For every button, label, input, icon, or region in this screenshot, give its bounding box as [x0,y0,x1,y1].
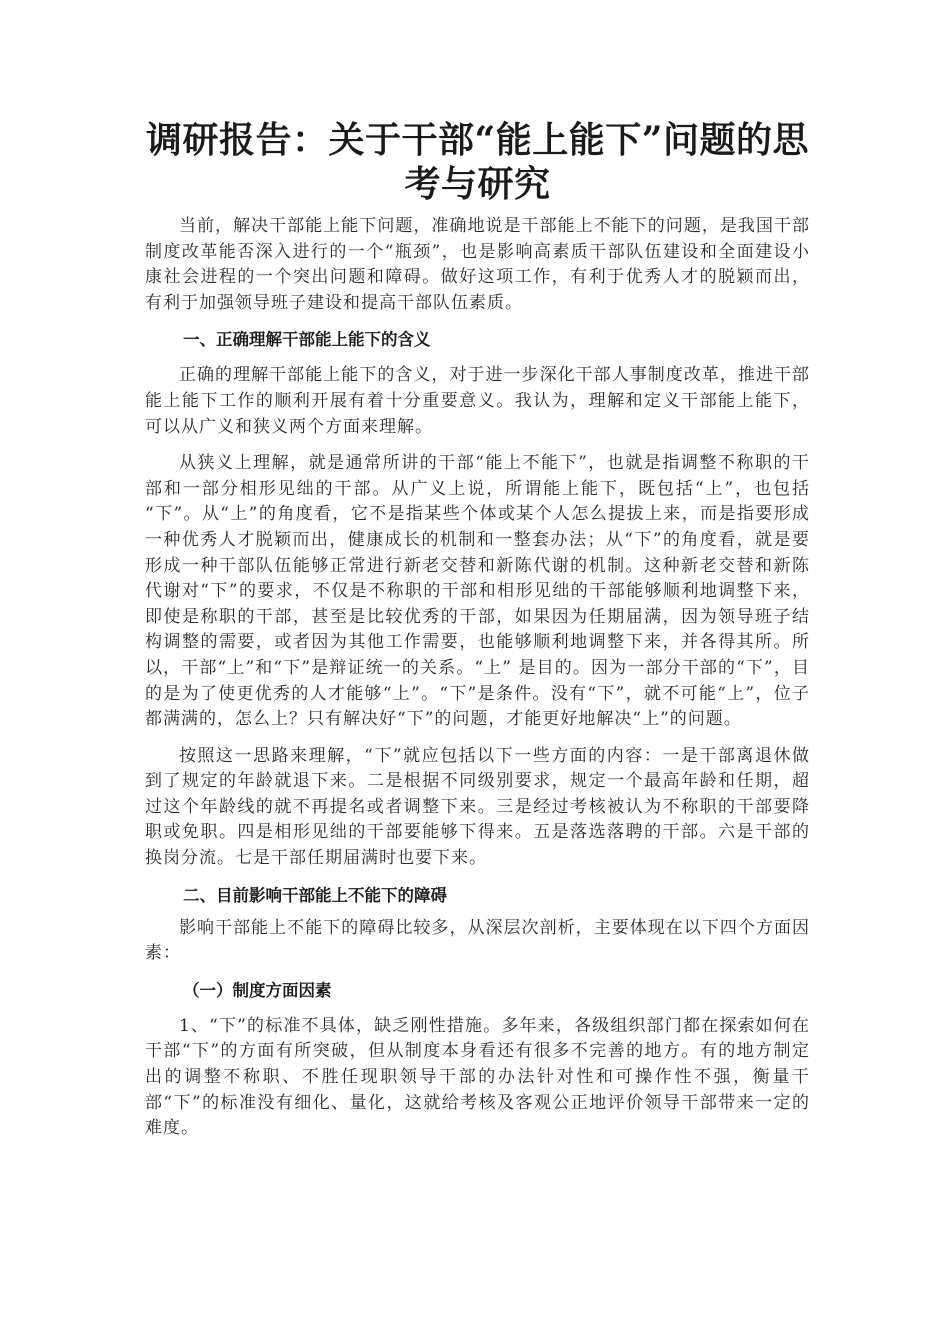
section1-paragraph-2: 从狭义上理解，就是通常所讲的干部“能上不能下”，也就是指调整不称职的干部和一部分相形见绌的干部。从广义上说，所谓能上能下，既包括“上”，也包括 “下”。从“上”的角度看，它不是指某些个体或某个人怎么提拔上来，而是指要形成一种优秀人才脱颖而出，健康成长的机制和一整套办法；从“下”的角度看，就是要形成一种干部队伍能够正常进行新老交替和新陈代谢的机制。这种新老交替和新陈代谢对“下”的要求，不仅是不称职的干部和相形见绌的干部能够顺利地调整下来，即使是称职的干部，甚至是比较优秀的干部，如果因为任期届满，因为领导班子结构调整的需要，或者因为其他工作需要，也能够顺利地调整下来，并各得其所。所以，干部“上”和“下”是辩证统一的关系。“上” 是目的。因为一部分干部的“下”，目的是为了使更优秀的人才能够“上”。“下”是条件。没有“下”，就不可能“上”，位子都满满的，怎么上？只有解决好“下”的问题，才能更好地解决“上”的问题。 [145,453,810,730]
section1-paragraph-3: 按照这一思路来理解，“下”就应包括以下一些方面的内容：一是干部离退休做到了规定的年龄就退下来。二是根据不同级别要求，规定一个最高年龄和任期，超过这个年龄线的就不再提名或者调整下来。三是经过考核被认为不称职的干部要降职或免职。四是相形见绌的干部要能够下得来。五是落选落聘的干部。六是干部的换岗分流。七是干部任期届满时也要下来。 [145,745,810,869]
section1-paragraph-1: 正确的理解干部能上能下的含义，对于进一步深化干部人事制度改革，推进干部能上能下工作的顺利开展有着十分重要意义。我认为，理解和定义干部能上能下，可以从广义和狭义两个方面来理解。 [145,365,810,437]
section2-intro-paragraph: 影响干部能上不能下的障碍比较多，从深层次剖析，主要体现在以下四个方面因素： [145,917,810,964]
document-body [145,118,810,1142]
section-heading-2: 二、目前影响干部能上不能下的障碍 [182,885,447,905]
intro-paragraph: 当前，解决干部能上能下问题，准确地说是干部能上不能下的问题，是我国干部制度改革能否深入进行的一个“瓶颈”，也是影响高素质干部队伍建设和全面建设小康社会进程的一个突出问题和障碍。做好这项工作，有利于优秀人才的脱颖而出，有利于加强领导班子建设和提高干部队伍素质。 [145,216,810,313]
section2-point-1: 1、“下”的标准不具体，缺乏刚性措施。多年来，各级组织部门都在探索如何在干部“下”的方面有所突破，但从制度本身看还有很多不完善的地方。有的地方制定出的调整不称职、不胜任现职领导干部的办法针对性和可操作性不强，衡量干部“下”的标准没有细化、量化，这就给考核及客观公正地评价领导干部带来一定的难度。 [145,1015,810,1139]
document-title: 调研报告：关于干部“能上能下”问题的思考与研究 [146,119,809,205]
section-heading-1: 一、正确理解干部能上能下的含义 [182,330,431,350]
subsection-heading: （一）制度方面因素 [182,980,332,1000]
